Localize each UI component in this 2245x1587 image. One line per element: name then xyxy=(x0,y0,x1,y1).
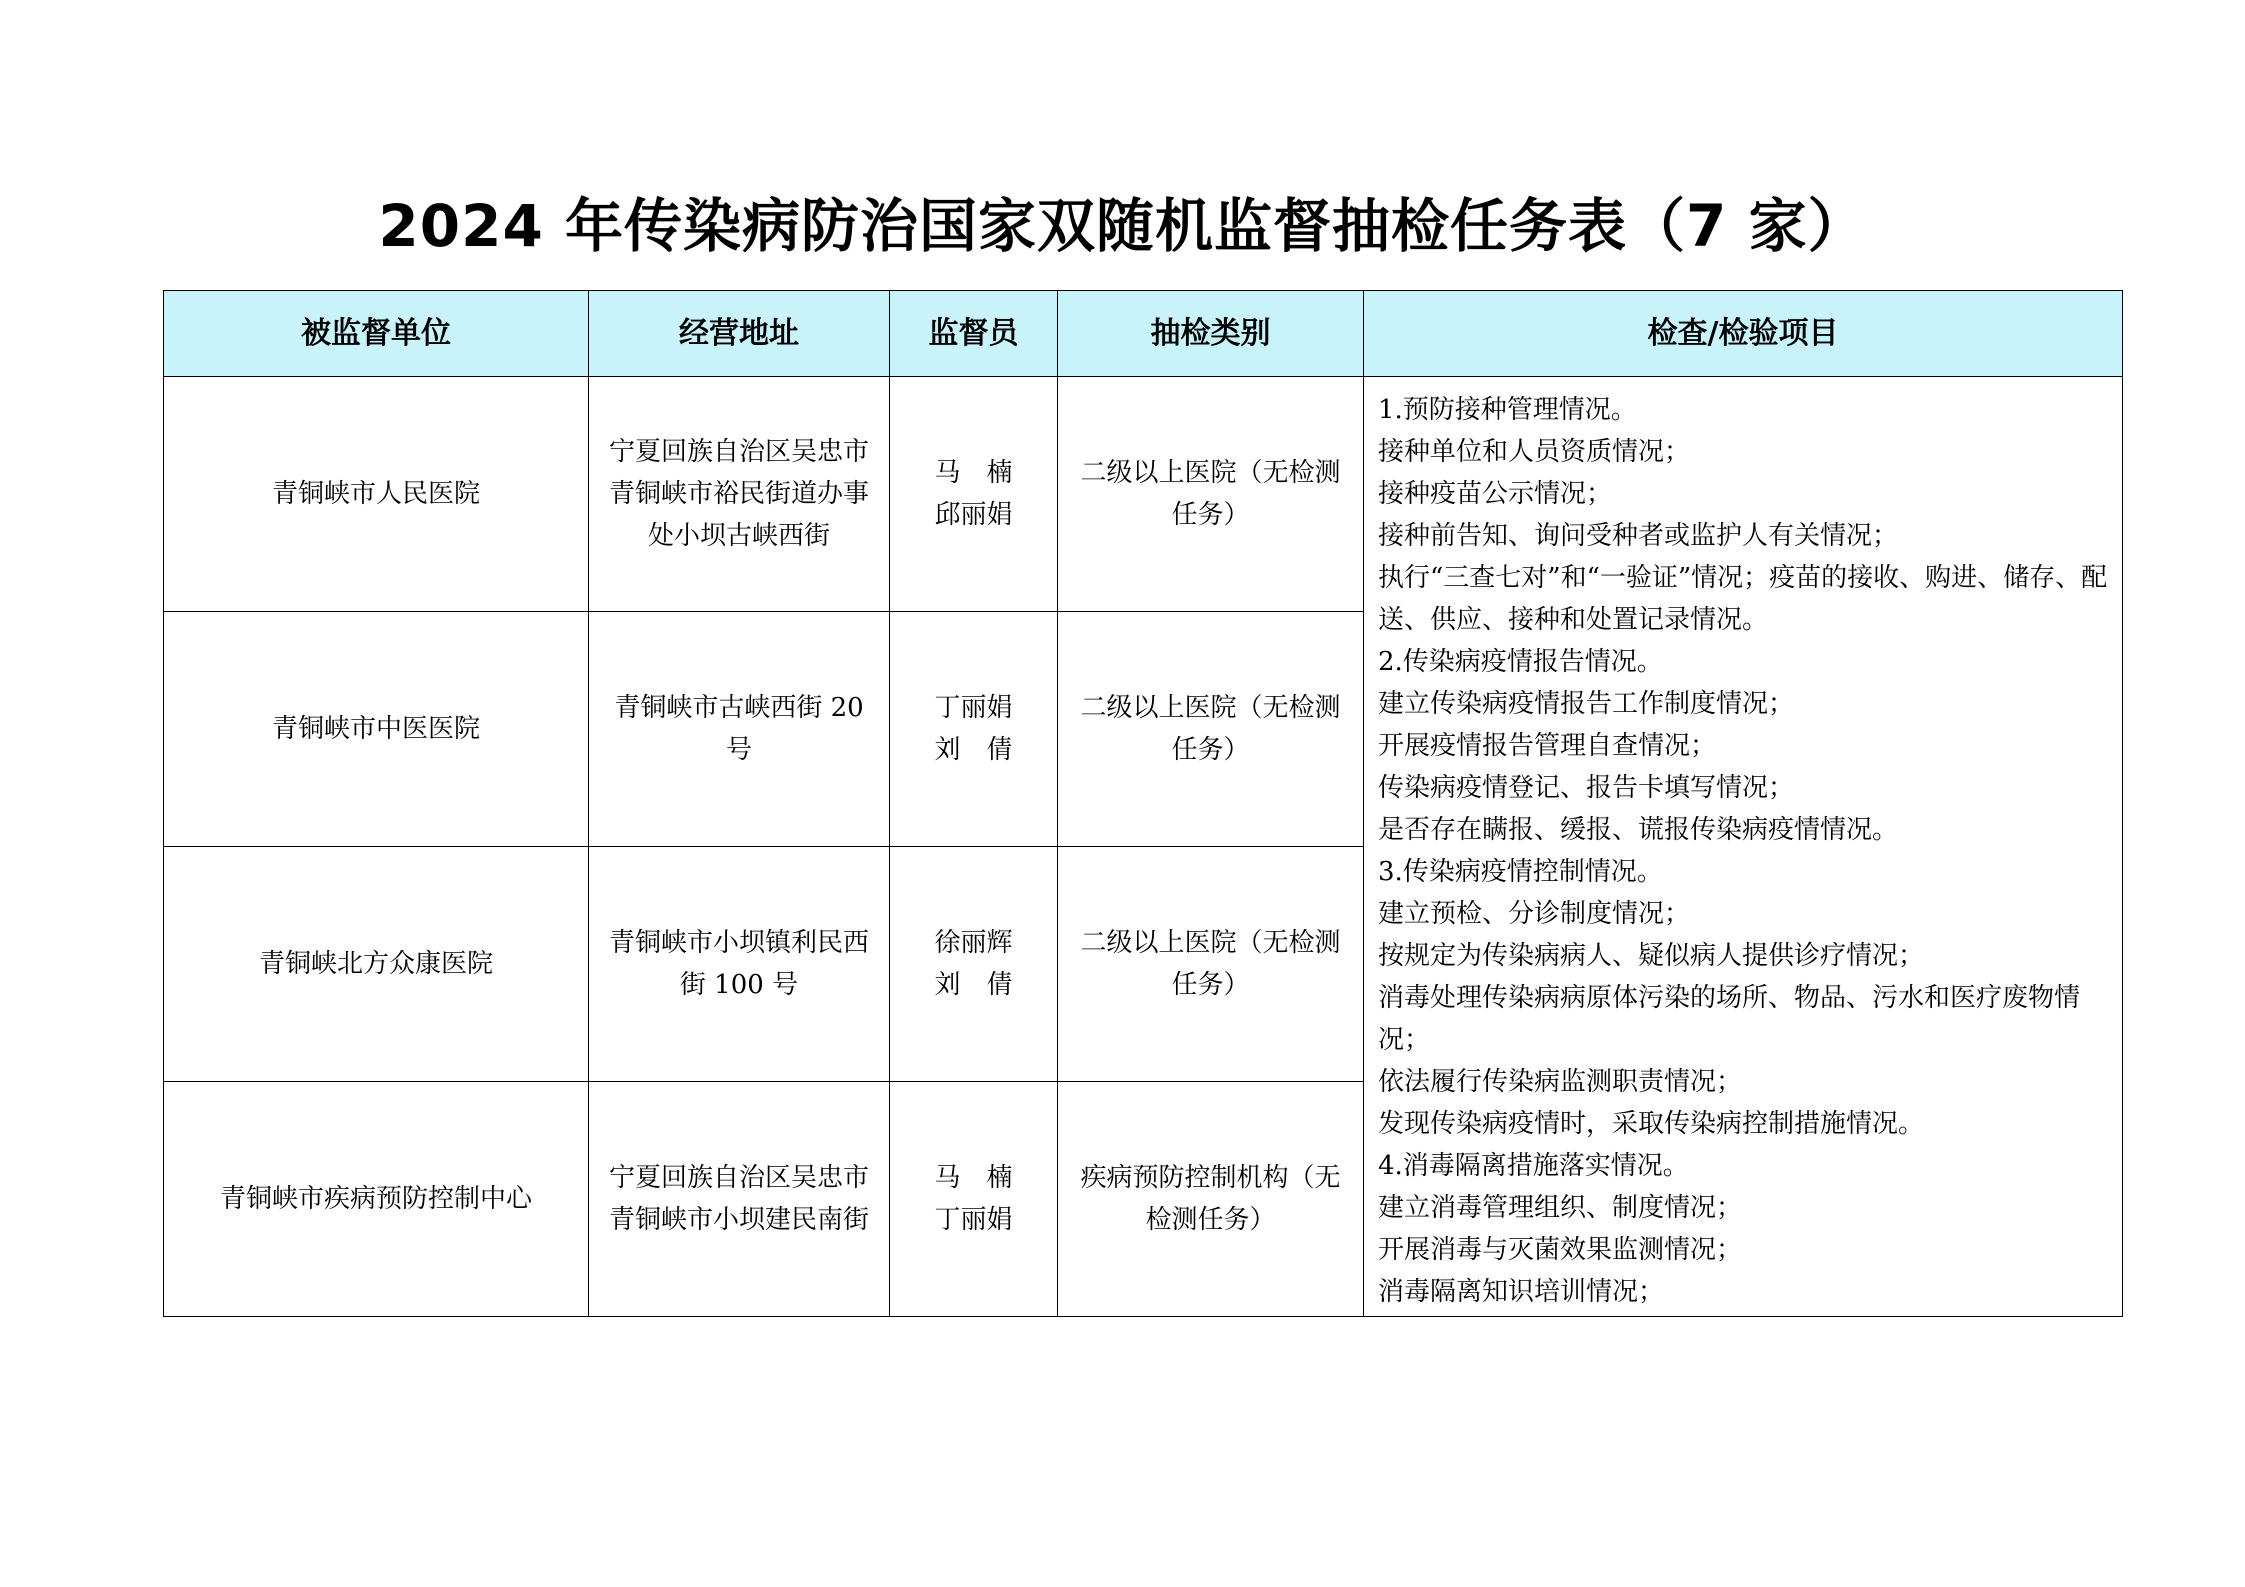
supervisor-name: 徐丽辉 xyxy=(934,928,1013,958)
item-line: 3.传染病疫情控制情况。 xyxy=(1378,857,1663,887)
supervisor-name: 丁丽娟 xyxy=(934,1205,1013,1235)
address-cell xyxy=(589,377,890,612)
unit-name: 青铜峡市疾病预防控制中心 xyxy=(219,1184,532,1214)
item-line: 建立消毒管理组织、制度情况； xyxy=(1378,1193,1743,1223)
category-cell xyxy=(1058,847,1364,1082)
address-cell xyxy=(589,612,890,847)
supervisor-cell xyxy=(890,612,1058,847)
item-line: 是否存在瞒报、缓报、谎报传染病疫情情况。 xyxy=(1378,815,1899,845)
unit-name: 青铜峡市人民医院 xyxy=(271,479,480,509)
unit-name: 青铜峡市中医医院 xyxy=(271,714,480,744)
header-address: 经营地址 xyxy=(589,291,890,377)
address-text: 宁夏回族自治区吴忠市青铜峡市裕民街道办事处小坝古峡西街 xyxy=(608,437,869,551)
item-line: 1.预防接种管理情况。 xyxy=(1378,395,1637,425)
item-line: 依法履行传染病监测职责情况； xyxy=(1378,1067,1743,1097)
address-cell xyxy=(589,1082,890,1317)
supervisor-name: 丁丽娟 xyxy=(934,693,1013,723)
supervisor-name: 邱丽娟 xyxy=(934,500,1013,530)
item-line: 传染病疫情登记、报告卡填写情况； xyxy=(1378,773,1795,803)
item-line: 4.消毒隔离措施落实情况。 xyxy=(1378,1151,1689,1181)
item-line: 执行“三查七对”和“一验证”情况；疫苗的接收、购进、储存、配送、供应、接种和处置记录情况。 xyxy=(1378,563,2108,635)
item-line: 开展消毒与灭菌效果监测情况； xyxy=(1378,1235,1743,1265)
item-line: 接种疫苗公示情况； xyxy=(1378,479,1613,509)
header-supervisor: 监督员 xyxy=(890,291,1058,377)
unit-cell xyxy=(164,1082,589,1317)
category-text: 二级以上医院（无检测任务） xyxy=(1080,693,1341,765)
header-unit: 被监督单位 xyxy=(164,291,589,377)
supervisor-name: 马 楠 xyxy=(934,1163,1013,1193)
supervisor-name: 刘 倩 xyxy=(934,735,1013,765)
address-text: 青铜峡市古峡西街 20 号 xyxy=(614,693,864,765)
item-line: 开展疫情报告管理自查情况； xyxy=(1378,731,1717,761)
supervisor-name: 刘 倩 xyxy=(934,970,1013,1000)
table-row xyxy=(164,377,2123,612)
category-text: 疾病预防控制机构（无检测任务） xyxy=(1080,1163,1341,1235)
inspection-items-cell xyxy=(1364,377,2123,1317)
category-cell xyxy=(1058,377,1364,612)
item-line: 2.传染病疫情报告情况。 xyxy=(1378,647,1663,677)
item-line: 消毒隔离知识培训情况； xyxy=(1378,1277,1665,1307)
unit-name: 青铜峡北方众康医院 xyxy=(258,949,493,979)
item-line: 接种单位和人员资质情况； xyxy=(1378,437,1691,467)
address-text: 宁夏回族自治区吴忠市青铜峡市小坝建民南街 xyxy=(608,1163,869,1235)
item-line: 接种前告知、询问受种者或监护人有关情况； xyxy=(1378,521,1899,551)
category-cell xyxy=(1058,1082,1364,1317)
supervisor-cell xyxy=(890,377,1058,612)
item-line: 建立传染病疫情报告工作制度情况； xyxy=(1378,689,1795,719)
task-table xyxy=(163,290,2123,1317)
category-cell xyxy=(1058,612,1364,847)
unit-cell xyxy=(164,377,589,612)
unit-cell xyxy=(164,847,589,1082)
address-text: 青铜峡市小坝镇利民西街 100 号 xyxy=(608,928,869,1000)
address-cell xyxy=(589,847,890,1082)
item-line: 按规定为传染病病人、疑似病人提供诊疗情况； xyxy=(1378,941,1925,971)
header-items: 检查/检验项目 xyxy=(1364,291,2123,377)
item-line: 发现传染病疫情时，采取传染病控制措施情况。 xyxy=(1378,1109,1925,1139)
item-line: 消毒处理传染病病原体污染的场所、物品、污水和医疗废物情况； xyxy=(1378,983,2081,1055)
table-header-row xyxy=(164,291,2123,377)
category-text: 二级以上医院（无检测任务） xyxy=(1080,928,1341,1000)
category-text: 二级以上医院（无检测任务） xyxy=(1080,458,1341,530)
supervisor-name: 马 楠 xyxy=(934,458,1013,488)
header-category: 抽检类别 xyxy=(1058,291,1364,377)
item-line: 建立预检、分诊制度情况； xyxy=(1378,899,1691,929)
supervisor-cell xyxy=(890,1082,1058,1317)
supervisor-cell xyxy=(890,847,1058,1082)
unit-cell xyxy=(164,612,589,847)
page-title: 2024 年传染病防治国家双随机监督抽检任务表（7 家） xyxy=(378,192,1867,260)
